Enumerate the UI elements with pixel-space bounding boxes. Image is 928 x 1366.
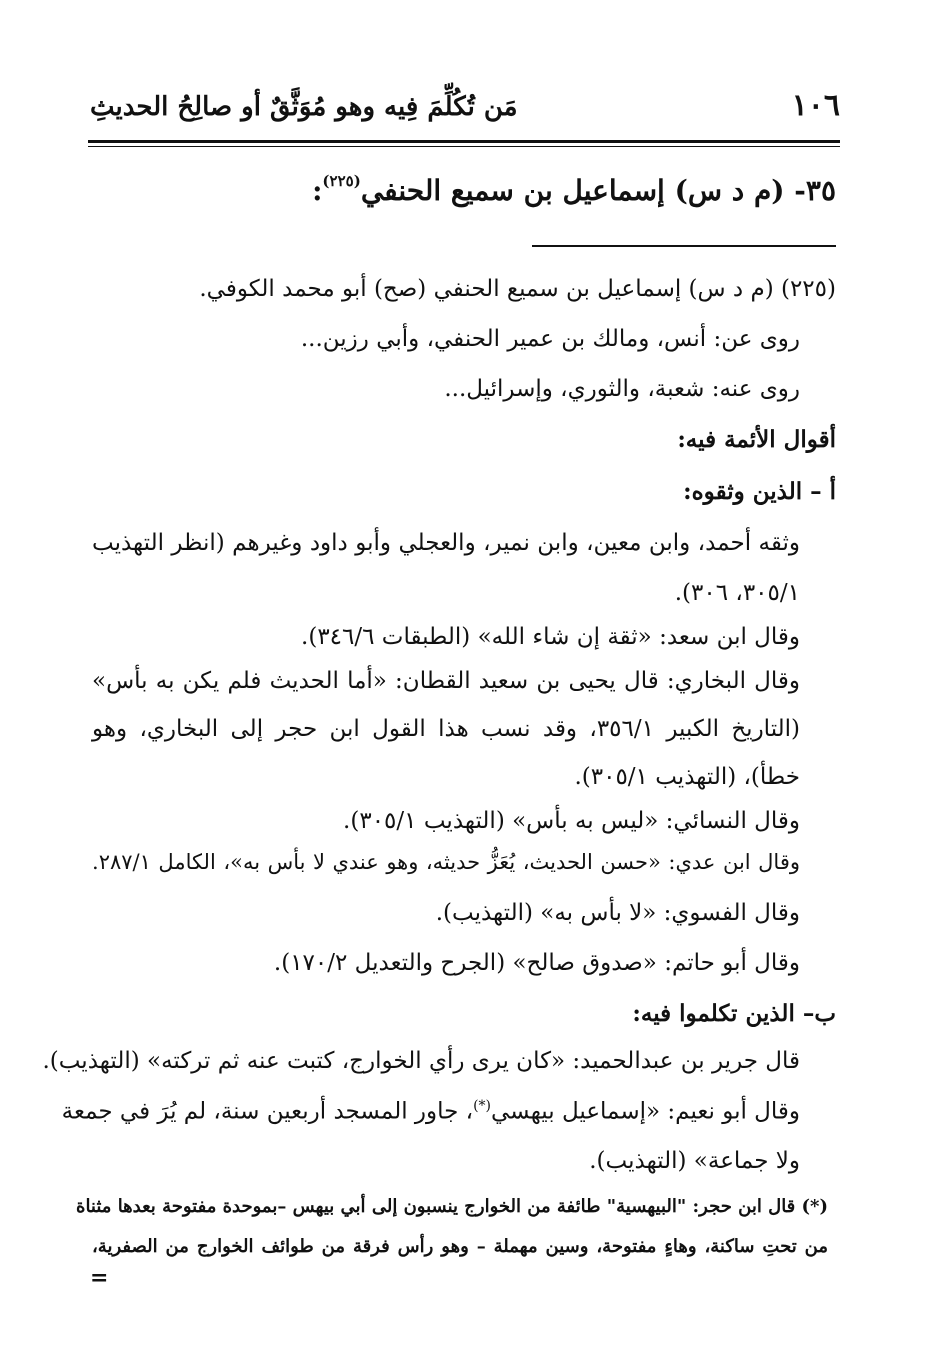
entry-title [312,172,836,207]
entry-title-colon: : [312,174,323,207]
running-title: مَن تُكُلِّمَ فِيه وهو مُوَثَّقٌ أو صالِحُ الحديثِ [90,92,518,122]
note-marker: (*) [473,1098,492,1114]
text-line-4: وثقه أحمد، وابن معين، وابن نمير، والعجلي وأبو داود وغيرهم (انظر التهذيب [92,530,800,556]
text-line-15 [61,1098,800,1125]
section-heading-sayings: أقوال الأئمة فيه: [677,426,836,453]
page-number: ١٠٦ [791,88,840,123]
text-line-9: خطأ)، (التهذيب ٣٠٥/١). [574,764,800,790]
note-line-1: (*) قال ابن حجر: "البيهسية" طائفة من الخوارج ينسبون إلى أبي بيهس –بموحدة مفتوحة بعدها مثناة [76,1196,828,1217]
text-line-15-start: وقال أبو نعيم: «إسماعيل بيهسي [491,1098,800,1125]
header-rule-thick [88,140,840,143]
note-line-2: من تحتِ ساكنة، وهاءٍ مفتوحة، وسين مهملة – وهو رأس فرقة من طوائف الخوارج من الصفرية، [92,1236,828,1257]
text-line-10: وقال النسائي: «ليس به بأس» (التهذيب ٣٠٥/١). [343,808,800,834]
text-line-16: ولا جماعة» (التهذيب). [589,1148,800,1174]
header-rule-thin [88,146,840,147]
text-line-12: وقال الفسوي: «لا بأس به» (التهذيب). [435,900,800,926]
entry-title-text: ٣٥- (م د س) إسماعيل بن سميع الحنفي [360,174,836,207]
continuation-mark: = [90,1265,109,1291]
text-line-5: ٣٠٥/١، ٣٠٦). [674,580,800,606]
text-line-2: روى عن: أنس، ومالك بن عمير الحنفي، وأبي رزين... [300,326,800,352]
footnote-reference: (٢٢٥) [322,172,361,190]
text-line-11: وقال ابن عدي: «حسن الحديث، يُعَزُّ حديثه، وهو عندي لا بأس به»، الكامل ٢٨٧/١. [92,850,800,874]
text-line-8: (التاريخ الكبير ٣٥٦/١، وقد نسب هذا القول ابن حجر إلى البخاري، وهو [92,716,800,742]
footnote-separator [532,245,836,247]
text-line-3: روى عنه: شعبة، والثوري، وإسرائيل... [444,376,800,402]
section-heading-trusted: أ – الذين وثقوه: [683,478,836,505]
text-line-14: قال جرير بن عبدالحميد: «كان يرى رأي الخوارج، كتبت عنه ثم تركته» (التهذيب). [42,1048,800,1074]
text-line-6: وقال ابن سعد: «ثقة إن شاء الله» (الطبقات ٣٤٦/٦). [301,624,800,650]
text-line-7: وقال البخاري: قال يحيى بن سعيد القطان: «أما الحديث فلم يكن به بأس» [92,668,800,694]
section-heading-criticized: ب– الذين تكلموا فيه: [632,1000,836,1027]
text-line-13: وقال أبو حاتم: «صدوق صالح» (الجرح والتعديل ١٧٠/٢). [273,950,800,976]
text-line-1: (٢٢٥) (م د س) إسماعيل بن سميع الحنفي (صح) أبو محمد الكوفي. [199,276,836,302]
text-line-15-end: ، جاور المسجد أربعين سنة، لم يُرَ في جمعة [61,1098,474,1125]
